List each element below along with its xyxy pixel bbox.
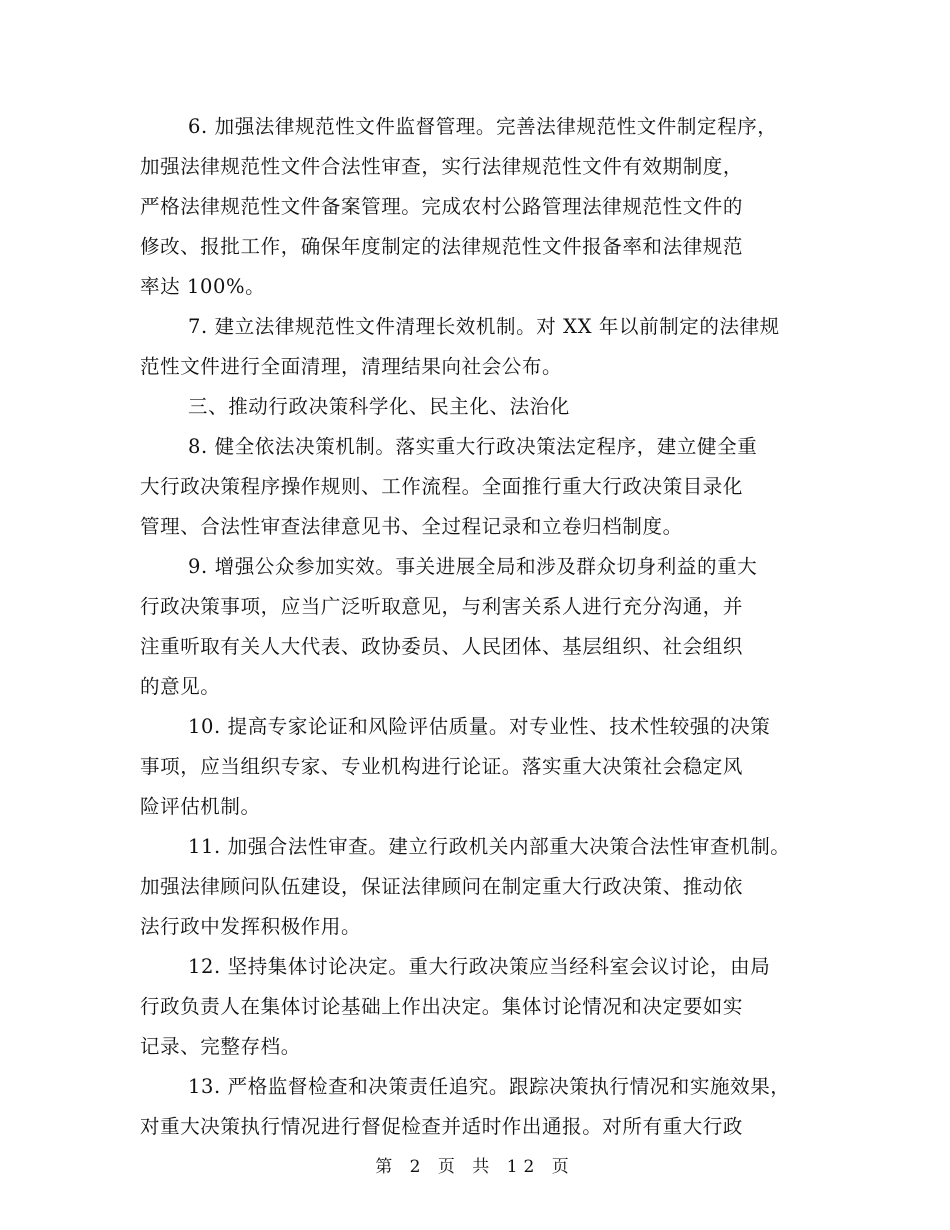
paragraph-line: 行政负责人在集体讨论基础上作出决定。集体讨论情况和决定要如实	[140, 995, 744, 1018]
paragraph-line: 修改、报批工作，确保年度制定的法律规范性文件报备率和法律规范	[140, 235, 744, 258]
paragraph-line: 大行政决策程序操作规则、工作流程。全面推行重大行政决策目录化	[140, 475, 744, 498]
paragraph-line: 11. 加强合法性审查。建立行政机关内部重大决策合法性审查机制。	[188, 835, 791, 858]
paragraph-line: 对重大决策执行情况进行督促检查并适时作出通报。对所有重大行政	[140, 1115, 744, 1138]
paragraph-line: 记录、完整存档。	[140, 1035, 301, 1058]
page-number-footer: 第 2 页 共 12 页	[375, 1157, 575, 1177]
paragraph-line: 8. 健全依法决策机制。落实重大行政决策法定程序，建立健全重	[188, 435, 758, 458]
paragraph-9	[140, 547, 830, 707]
paragraph-line: 范性文件进行全面清理，清理结果向社会公布。	[140, 355, 563, 378]
paragraph-line: 率达 100%。	[140, 275, 266, 298]
paragraph-line: 10. 提高专家论证和风险评估质量。对专业性、技术性较强的决策	[188, 715, 771, 738]
paragraph-line: 7. 建立法律规范性文件清理长效机制。对 XX 年以前制定的法律规	[188, 315, 780, 338]
paragraph-line: 注重听取有关人大代表、政协委员、人民团体、基层组织、社会组织	[140, 635, 744, 658]
document-body	[140, 107, 830, 1147]
paragraph-12	[140, 947, 830, 1067]
section-heading: 三、推动行政决策科学化、民主化、法治化	[188, 395, 570, 418]
paragraph-line: 9. 增强公众参加实效。事关进展全局和涉及群众切身利益的重大	[188, 555, 758, 578]
paragraph-line: 12. 坚持集体讨论决定。重大行政决策应当经科室会议讨论，由局	[188, 955, 771, 978]
paragraph-13	[140, 1067, 830, 1147]
paragraph-line: 的意见。	[140, 675, 221, 698]
paragraph-7	[140, 307, 830, 387]
paragraph-line: 加强法律顾问队伍建设，保证法律顾问在制定重大行政决策、推动依	[140, 875, 744, 898]
paragraph-line: 严格法律规范性文件备案管理。完成农村公路管理法律规范性文件的	[140, 195, 744, 218]
paragraph-line: 6. 加强法律规范性文件监督管理。完善法律规范性文件制定程序，	[188, 115, 778, 138]
paragraph-line: 管理、合法性审查法律意见书、全过程记录和立卷归档制度。	[140, 515, 683, 538]
paragraph-6	[140, 107, 830, 307]
paragraph-11	[140, 827, 830, 947]
paragraph-line: 加强法律规范性文件合法性审查，实行法律规范性文件有效期制度，	[140, 155, 744, 178]
section-heading-3	[140, 387, 830, 427]
paragraph-line: 法行政中发挥积极作用。	[140, 915, 362, 938]
paragraph-line: 13. 严格监督检查和决策责任追究。跟踪决策执行情况和实施效果，	[188, 1075, 791, 1098]
paragraph-line: 事项，应当组织专家、专业机构进行论证。落实重大决策社会稳定风	[140, 755, 744, 778]
paragraph-8	[140, 427, 830, 547]
paragraph-line: 险评估机制。	[140, 795, 261, 818]
paragraph-10	[140, 707, 830, 827]
paragraph-line: 行政决策事项，应当广泛听取意见，与利害关系人进行充分沟通，并	[140, 595, 744, 618]
